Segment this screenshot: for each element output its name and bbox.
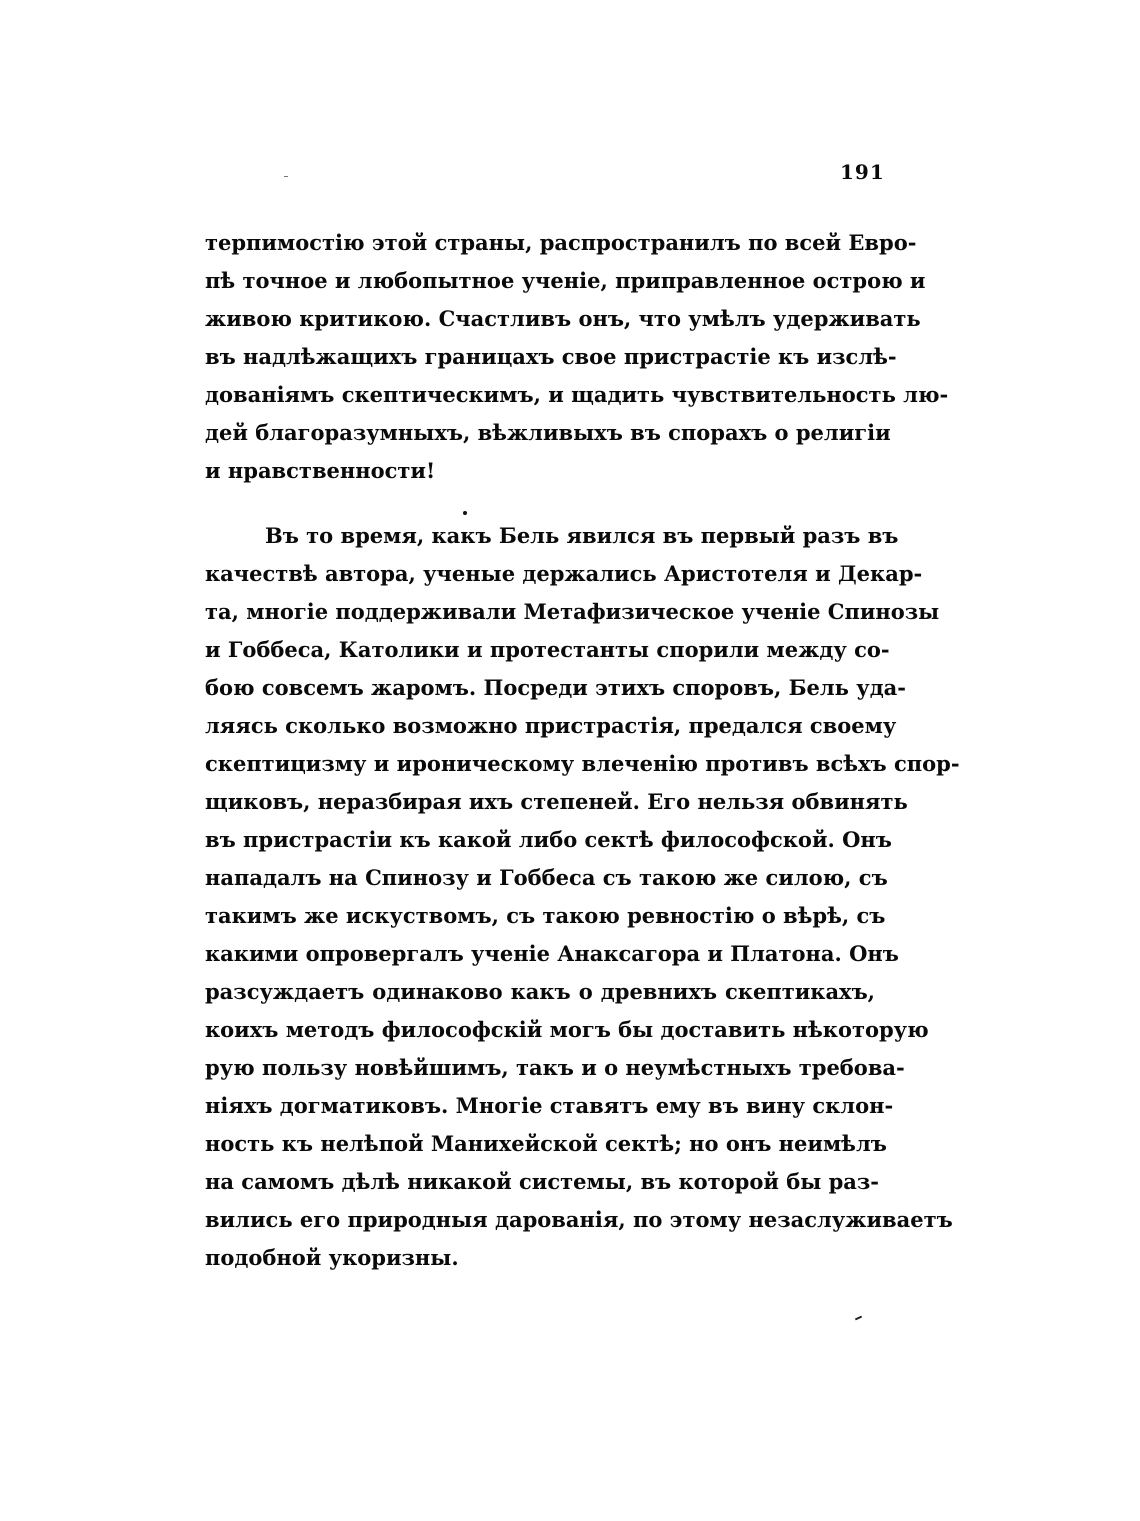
text-line: качествѣ автора, ученые держались Аристотеля и Декар- bbox=[205, 561, 923, 586]
print-mark-dot bbox=[463, 511, 467, 515]
text-line: подобной укоризны. bbox=[205, 1245, 459, 1270]
text-line: щиковъ, неразбирая ихъ степеней. Его нельзя обвинять bbox=[205, 789, 908, 814]
text-line: и Гоббеса, Католики и протестанты спорили между со- bbox=[205, 637, 890, 662]
text-line: ляясь сколько возможно пристрастія, предался своему bbox=[205, 713, 897, 738]
text-line: рую пользу новѣйшимъ, такъ и о неумѣстныхъ требова- bbox=[205, 1055, 905, 1080]
text-line: ніяхъ догматиковъ. Многіе ставятъ ему въ вину склон- bbox=[205, 1093, 894, 1118]
text-line: такимъ же искуствомъ, съ такою ревностію о вѣрѣ, съ bbox=[205, 903, 886, 928]
text-line: вились его природныя дарованія, по этому незаслуживаетъ bbox=[205, 1207, 953, 1232]
text-line: бою совсемъ жаромъ. Посреди этихъ споровъ, Бель уда- bbox=[205, 675, 907, 700]
text-line: дей благоразумныхъ, вѣжливыхъ въ спорахъ о религіи bbox=[205, 420, 891, 445]
text-line: Въ то время, какъ Бель явился въ первый разъ въ bbox=[265, 523, 899, 548]
paragraph-1 bbox=[205, 224, 949, 490]
page-number: 191 bbox=[840, 160, 885, 184]
text-line: терпимостію этой страны, распространилъ по всей Евро- bbox=[205, 230, 917, 255]
text-line: та, многіе поддерживали Метафизическое ученіе Спинозы bbox=[205, 599, 940, 624]
text-line: нападалъ на Спинозу и Гоббеса съ такою же силою, съ bbox=[205, 865, 888, 890]
text-line: пѣ точное и любопытное ученіе, приправленное острою и bbox=[205, 268, 926, 293]
text-line: и нравственности! bbox=[205, 458, 436, 483]
text-line: коихъ методъ философскій могъ бы доставить нѣкоторую bbox=[205, 1017, 929, 1042]
text-line: въ пристрастіи къ какой либо сектѣ философской. Онъ bbox=[205, 827, 892, 852]
text-line: на самомъ дѣлѣ никакой системы, въ которой бы раз- bbox=[205, 1169, 880, 1194]
text-line: скептицизму и ироническому влеченію противъ всѣхъ спор- bbox=[205, 751, 960, 776]
print-mark-stroke bbox=[855, 1316, 862, 1321]
text-line: ность къ нелѣпой Манихейской сектѣ; но онъ неимѣлъ bbox=[205, 1131, 887, 1156]
text-line: въ надлѣжащихъ границахъ свое пристрастіе къ изслѣ- bbox=[205, 344, 897, 369]
print-mark-dash bbox=[284, 176, 288, 177]
text-line: живою критикою. Счастливъ онъ, что умѣлъ удерживать bbox=[205, 306, 921, 331]
text-line: какими опровергалъ ученіе Анаксагора и Платона. Онъ bbox=[205, 941, 899, 966]
paragraph-2 bbox=[205, 517, 960, 1277]
text-line: разсуждаетъ одинаково какъ о древнихъ скептикахъ, bbox=[205, 979, 875, 1004]
text-line: дованіямъ скептическимъ, и щадить чувствительность лю- bbox=[205, 382, 949, 407]
